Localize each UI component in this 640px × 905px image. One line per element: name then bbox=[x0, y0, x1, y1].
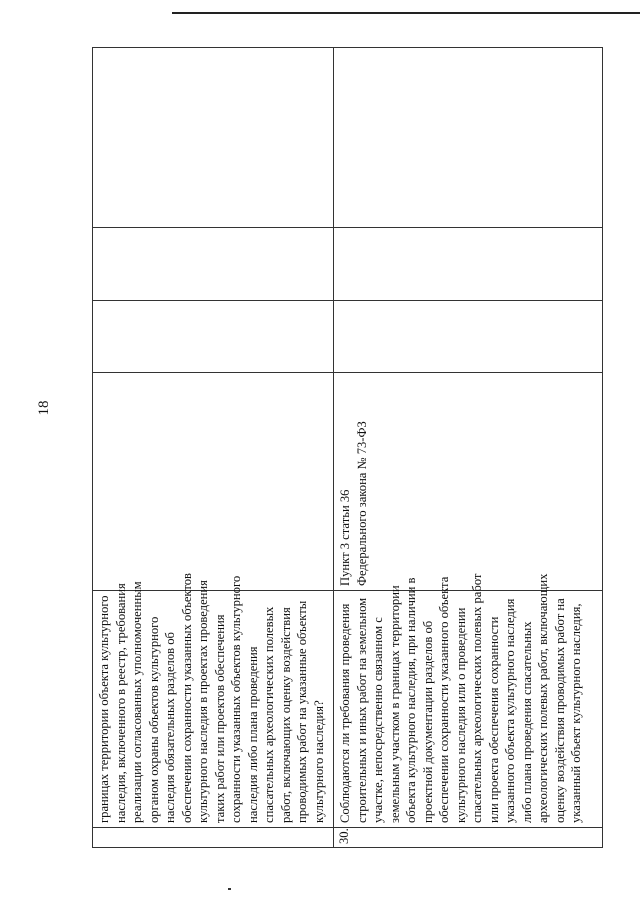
text-line: культурного наследия? bbox=[311, 700, 326, 823]
answer-cell-no[interactable] bbox=[334, 228, 603, 301]
rotated-table-container bbox=[92, 48, 602, 848]
text-line: проектной документации разделов об bbox=[420, 620, 435, 823]
text-line: культурного наследия или о проведении bbox=[453, 607, 468, 823]
text-line: наследия обязательных разделов об bbox=[163, 632, 177, 823]
table-row bbox=[93, 48, 334, 848]
row-number: 30. bbox=[337, 828, 351, 844]
text-line: указанный объект культурного наследия, bbox=[569, 603, 583, 823]
text-line: границах территории объекта культурного bbox=[97, 595, 111, 823]
text-line: проводимых работ на указанные объекты bbox=[295, 600, 309, 823]
text-line: наследия либо плана проведения bbox=[245, 646, 260, 823]
page-number: 18 bbox=[36, 400, 52, 416]
answer-cell-yes[interactable] bbox=[334, 301, 603, 373]
basis-cell bbox=[334, 373, 603, 591]
text-line: археологических полевых работ, включающих bbox=[536, 573, 550, 823]
text-line: оценку воздействия проводимых работ на bbox=[552, 598, 567, 823]
text-line: спасательных археологических полевых bbox=[262, 606, 276, 823]
note-cell[interactable] bbox=[93, 48, 334, 228]
note-cell[interactable] bbox=[334, 48, 603, 228]
text-line: объекта культурного наследия, при наличии в bbox=[404, 577, 418, 823]
question-cell bbox=[334, 573, 603, 828]
text-line: культурного наследия в проектах проведения bbox=[196, 580, 210, 823]
row-number bbox=[93, 828, 97, 847]
row-number-cell bbox=[93, 828, 334, 848]
header-rule bbox=[172, 12, 640, 14]
text-line: органом охраны объектов культурного bbox=[146, 616, 161, 823]
text-line: земельным участком в границах территории bbox=[387, 585, 402, 823]
text-line: Пункт 3 статьи 36 bbox=[338, 489, 352, 586]
question-cell bbox=[93, 573, 334, 828]
checklist-table bbox=[92, 47, 603, 848]
text-line: обеспечении сохранности указанных объектов bbox=[179, 573, 194, 823]
table-row bbox=[334, 48, 603, 848]
text-line: обеспечении сохранности указанного объекта bbox=[437, 576, 451, 823]
answer-cell-yes[interactable] bbox=[93, 301, 334, 373]
text-line: наследия, включенного в реестр, требования bbox=[113, 583, 128, 823]
text-line: спасательных археологических полевых работ bbox=[470, 573, 484, 823]
question-text bbox=[93, 573, 330, 827]
text-line: таких работ или проектов обеспечения bbox=[212, 614, 227, 823]
text-line: указанного объекта культурного наследия bbox=[503, 598, 517, 823]
text-line: Федерального закона № 73-ФЗ bbox=[354, 421, 369, 586]
legal-basis-text bbox=[334, 373, 373, 590]
question-text bbox=[334, 573, 588, 827]
text-line: или проекта обеспечения сохранности bbox=[486, 616, 501, 823]
text-line: либо плана проведения спасательных bbox=[519, 621, 534, 823]
answer-cell-no[interactable] bbox=[93, 228, 334, 301]
text-line: реализации согласованных уполномоченным bbox=[130, 581, 144, 823]
text-line: сохранности указанных объектов культурного bbox=[229, 575, 243, 823]
basis-cell bbox=[93, 373, 334, 591]
row-number-cell bbox=[334, 828, 603, 848]
text-line: Соблюдаются ли требования проведения bbox=[338, 603, 352, 823]
text-line: работ, включающих оценку воздействия bbox=[278, 607, 293, 823]
scan-artifact bbox=[228, 888, 231, 890]
text-line: строительных и иных работ на земельном bbox=[354, 597, 369, 823]
text-line: участке, непосредственно связанном с bbox=[371, 617, 385, 823]
